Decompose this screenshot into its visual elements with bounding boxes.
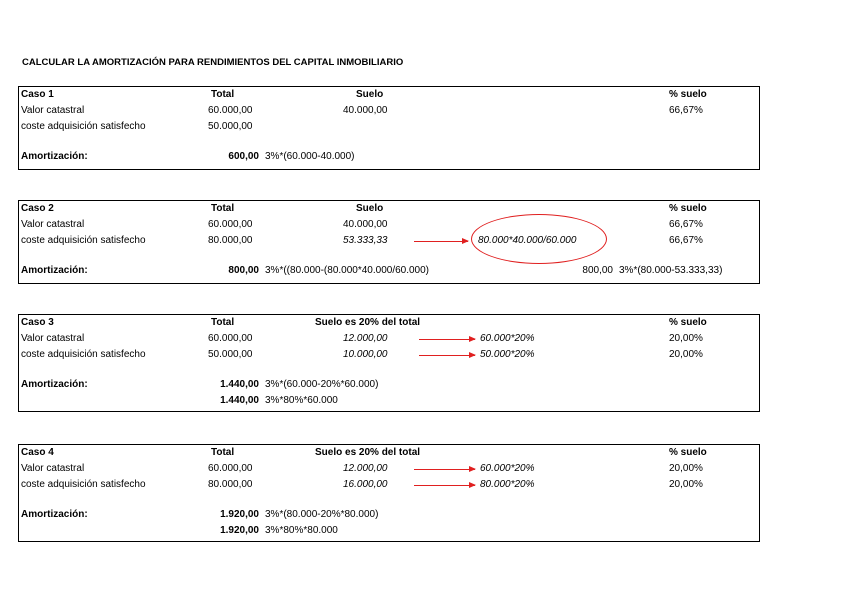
amortizacion-label: Amortización:: [21, 265, 88, 276]
valor-catastral-suelo: 12.000,00: [343, 463, 388, 474]
row-label-coste-adquisicion: coste adquisición satisfecho: [21, 121, 146, 132]
red-arrow: [414, 469, 475, 470]
caso-4-table: [18, 444, 760, 542]
amortizacion-formula-alt: 3%*80%*80.000: [265, 525, 338, 536]
amortizacion-formula: 3%*((80.000-(80.000*40.000/60.000): [265, 265, 430, 276]
amortizacion-value-alt: 1.440,00: [220, 395, 259, 406]
suelo-header: Suelo es 20% del total: [315, 447, 421, 458]
amortizacion-value: 1.440,00: [220, 379, 259, 390]
valor-catastral-pct: 66,67%: [669, 105, 703, 116]
row-label-coste-adquisicion: coste adquisición satisfecho: [21, 235, 146, 246]
amortizacion-label: Amortización:: [21, 379, 88, 390]
amortizacion-label: Amortización:: [21, 151, 88, 162]
coste-adquisicion-pct: 20,00%: [669, 349, 703, 360]
page-title: CALCULAR LA AMORTIZACIÓN PARA RENDIMIENTOS DEL CAPITAL INMOBILIARIO: [22, 57, 404, 68]
case-label: Caso 1: [21, 89, 54, 100]
row-label-valor-catastral: Valor catastral: [21, 463, 85, 474]
valor-catastral-suelo: 40.000,00: [343, 219, 388, 230]
suelo-formula-note: 80.000*40.000/60.000: [478, 235, 577, 246]
pct-suelo-header: % suelo: [669, 89, 707, 100]
row-label-valor-catastral: Valor catastral: [21, 333, 85, 344]
suelo-formula-note: 80.000*20%: [480, 479, 535, 490]
coste-adquisicion-total: 80.000,00: [208, 479, 253, 490]
valor-catastral-suelo: 40.000,00: [343, 105, 388, 116]
row-label-valor-catastral: Valor catastral: [21, 105, 85, 116]
amortizacion-formula-alt: 3%*80%*60.000: [265, 395, 338, 406]
suelo-formula-note: 60.000*20%: [480, 463, 535, 474]
case-label: Caso 4: [21, 447, 54, 458]
total-header: Total: [211, 317, 235, 328]
red-arrow: [414, 241, 468, 242]
coste-adquisicion-total: 50.000,00: [208, 121, 253, 132]
red-arrow: [419, 355, 475, 356]
pct-suelo-header: % suelo: [669, 317, 707, 328]
pct-suelo-header: % suelo: [669, 447, 707, 458]
amortizacion-formula: 3%*(60.000-40.000): [265, 151, 355, 162]
caso-1-table: [18, 86, 760, 170]
amortizacion-label: Amortización:: [21, 509, 88, 520]
coste-adquisicion-pct: 20,00%: [669, 479, 703, 490]
caso-3-table: [18, 314, 760, 412]
coste-adquisicion-total: 50.000,00: [208, 349, 253, 360]
suelo-header: Suelo: [356, 203, 384, 214]
caso-2-table: [18, 200, 760, 284]
amortizacion-value: 800,00: [228, 265, 259, 276]
red-arrow: [414, 485, 475, 486]
row-label-valor-catastral: Valor catastral: [21, 219, 85, 230]
amortizacion-value-alt: 800,00: [582, 265, 613, 276]
valor-catastral-total: 60.000,00: [208, 105, 253, 116]
suelo-header: Suelo es 20% del total: [315, 317, 421, 328]
coste-adquisicion-total: 80.000,00: [208, 235, 253, 246]
valor-catastral-total: 60.000,00: [208, 463, 253, 474]
suelo-formula-note: 60.000*20%: [480, 333, 535, 344]
valor-catastral-total: 60.000,00: [208, 333, 253, 344]
case-label: Caso 3: [21, 317, 54, 328]
valor-catastral-suelo: 12.000,00: [343, 333, 388, 344]
red-arrow: [419, 339, 475, 340]
amortizacion-value: 600,00: [228, 151, 259, 162]
coste-adquisicion-suelo: 10.000,00: [343, 349, 388, 360]
amortizacion-formula: 3%*(80.000-20%*80.000): [265, 509, 379, 520]
red-ellipse-highlight: [471, 214, 607, 264]
valor-catastral-pct: 20,00%: [669, 333, 703, 344]
valor-catastral-total: 60.000,00: [208, 219, 253, 230]
valor-catastral-pct: 66,67%: [669, 219, 703, 230]
coste-adquisicion-pct: 66,67%: [669, 235, 703, 246]
total-header: Total: [211, 203, 235, 214]
total-header: Total: [211, 89, 235, 100]
total-header: Total: [211, 447, 235, 458]
amortizacion-value: 1.920,00: [220, 509, 259, 520]
case-label: Caso 2: [21, 203, 54, 214]
amortizacion-value-alt: 1.920,00: [220, 525, 259, 536]
coste-adquisicion-suelo: 53.333,33: [343, 235, 388, 246]
pct-suelo-header: % suelo: [669, 203, 707, 214]
amortizacion-formula-alt: 3%*(80.000-53.333,33): [619, 265, 723, 276]
suelo-header: Suelo: [356, 89, 384, 100]
coste-adquisicion-suelo: 16.000,00: [343, 479, 388, 490]
row-label-coste-adquisicion: coste adquisición satisfecho: [21, 349, 146, 360]
suelo-formula-note: 50.000*20%: [480, 349, 535, 360]
row-label-coste-adquisicion: coste adquisición satisfecho: [21, 479, 146, 490]
valor-catastral-pct: 20,00%: [669, 463, 703, 474]
amortizacion-formula: 3%*(60.000-20%*60.000): [265, 379, 379, 390]
